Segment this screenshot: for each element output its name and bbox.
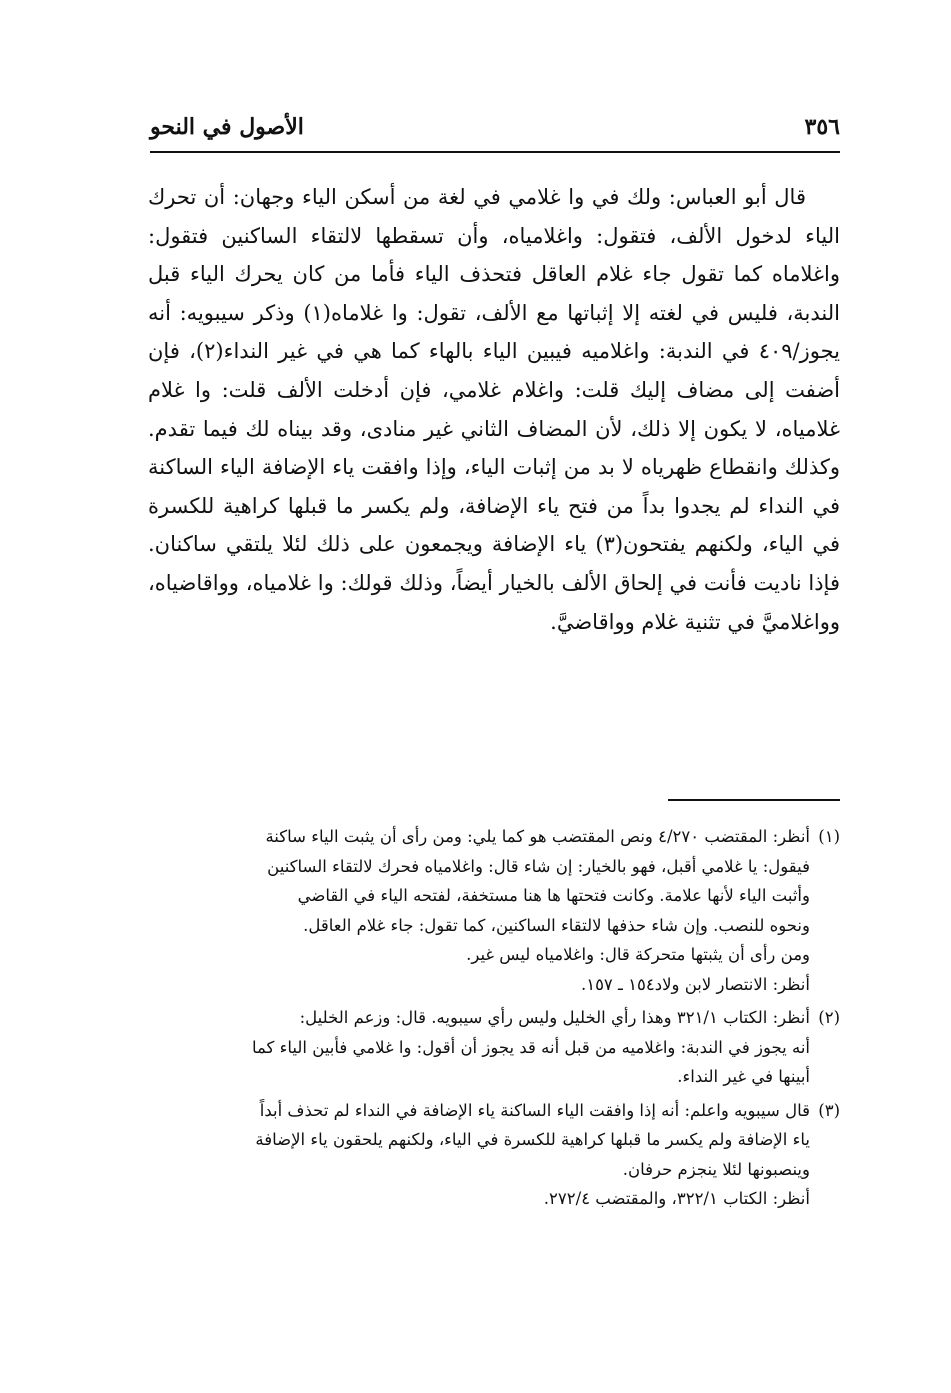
footnote-line: أبينها في غير النداء. — [677, 1067, 810, 1086]
footnote-number: (٣) — [818, 1100, 840, 1120]
footnote-line: وينصبونها لئلا ينجزم حرفان. — [622, 1159, 810, 1179]
page-number: ٣٥٦ — [804, 114, 840, 140]
footnote-line: ومن رأى أن يثبتها متحركة قال: واغلامياه ليس غير. — [466, 945, 810, 964]
header-rule — [150, 151, 840, 153]
footnote-line: ونحوه للنصب. وإن شاء حذفها لالتقاء الساكنين، كما تقول: جاء غلام العاقل. — [303, 915, 810, 935]
main-paragraph: قال أبو العباس: ولك في وا غلامي في لغة من أسكن الياء وجهان: أن تحرك الياء لدخول الألف، فتقول: واغلامياه، وأن تسقطها لالتقاء الساكنين فتقول: واغلاماه كما تقول جاء غلام العاقل فتحذف الياء فأما من كان يحرك الياء قبل الندبة، فليس في لغته إلا إثباتها مع الألف، تقول: وا غلاماه(١) وذكر سيبويه: أنه يجوز/٤٠٩ في الندبة: واغلاميه فيبين الياء بالهاء كما هي في غير النداء(٢)، فإن أضفت إلى مضاف إليك قلت: واغلام غلامي، فإن أدخلت الألف قلت: وا غلام غلامياه، لا يكون إلا ذلك، لأن المضاف الثاني غير منادى، وقد بيناه لك فيما تقدم. وكذلك وانقطاع ظهرياه لا بد من إثبات الياء، وإذا وافقت ياء الإضافة الياء الساكنة في النداء لم يجدوا بداً من فتح ياء الإضافة، ولم يكسر ما قبلها كراهية للكسرة في الياء، ولكنهم يفتحون(٣) ياء الإضافة ويجمعون على ذلك لئلا يلتقي ساكنان. فإذا ناديت فأنت في إلحاق الألف بالخيار أيضاً، وذلك قولك: وا غلامياه، وواقاضياه، وواغلاميَّ في تثنية غلام وواقاضيَّ. — [148, 185, 841, 634]
footnote-2 — [160, 1003, 840, 1092]
running-title: الأصول في النحو — [150, 114, 304, 140]
footnote-text: أنظر: الكتاب ٣٢١/١ وهذا رأي الخليل وليس رأي سيبويه. قال: وزعم الخليل: — [299, 1008, 810, 1027]
footnote-separator — [668, 799, 840, 801]
main-text — [148, 178, 840, 641]
footnote-1 — [160, 822, 840, 999]
footnote-text: أنظر: المقتضب ٤/٢٧٠ ونص المقتضب هو كما يلي: ومن رأى أن يثبت الياء ساكنة — [265, 827, 810, 846]
footnote-line: وأثبت الياء لأنها علامة. وكانت فتحتها ها هنا مستخفة، لفتحه الياء في القاضي — [297, 886, 810, 905]
footnote-3 — [160, 1096, 840, 1214]
footnote-line — [160, 1003, 840, 1033]
footnote-line — [160, 822, 840, 852]
footnote-number: (١) — [818, 827, 840, 846]
footnote-line: أنظر: الكتاب ٣٢٢/١، والمقتضب ٢٧٢/٤. — [543, 1189, 810, 1208]
footnote-line: أنظر: الانتصار لابن ولاد١٥٤ ـ ١٥٧. — [580, 974, 810, 994]
footnote-number: (٢) — [818, 1008, 840, 1027]
footnote-line: ياء الإضافة ولم يكسر ما قبلها كراهية للكسرة في الياء، ولكنهم يلحقون ياء الإضافة — [255, 1130, 810, 1149]
footnote-text: قال سيبويه واعلم: أنه إذا وافقت الياء الساكنة ياء الإضافة في النداء لم تحذف أبداً — [259, 1100, 810, 1120]
page-header — [150, 112, 840, 148]
footnotes — [160, 822, 840, 1218]
footnote-line: فيقول: يا غلامي أقبل، فهو بالخيار: إن شاء قال: واغلامياه فحرك لالتقاء الساكنين — [267, 856, 810, 876]
footnote-line — [160, 1096, 840, 1126]
footnote-line: أنه يجوز في الندبة: واغلاميه من قبل أنه قد يجوز أن أقول: وا غلامي فأبين الياء كما — [251, 1037, 810, 1057]
